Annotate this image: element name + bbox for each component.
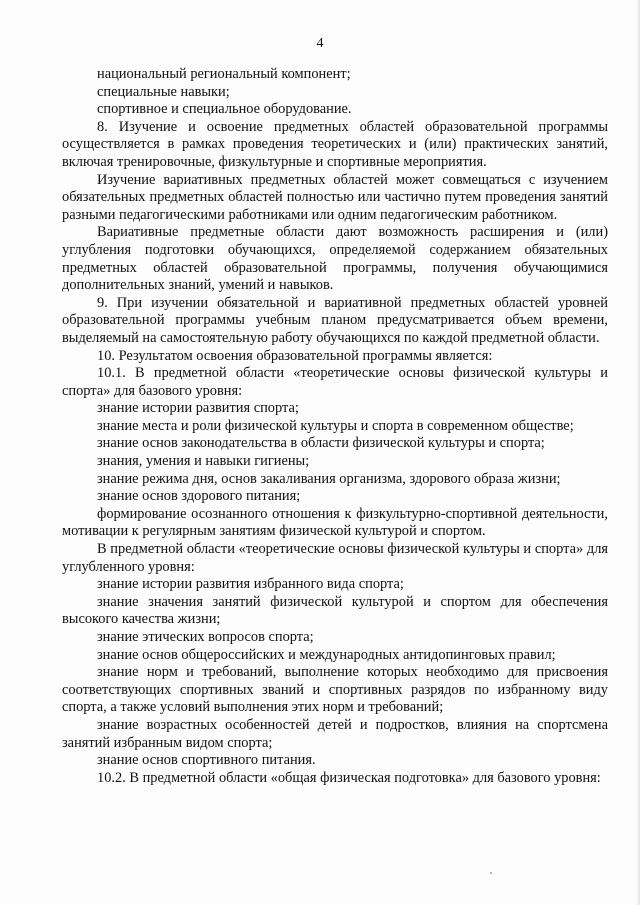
paragraph: 10.1. В предметной области «теоретические основы физической культуры и спорта» для базового уровня: <box>62 365 608 399</box>
paragraph: национальный региональный компонент; <box>97 66 351 82</box>
paragraph: 9. При изучении обязательной и вариативной предметных областей уровней образовательной программы учебным планом предусматривается объем времени, выделяемый на самостоятельную работу обучающихся по каждой предметной области. <box>62 294 608 346</box>
paragraph: 10.2. В предметной области «общая физическая подготовка» для базового уровня: <box>97 769 601 786</box>
list-item: знание основ законодательства в области физической культуры и спорта; <box>97 435 545 452</box>
paragraph: 10. Результатом освоения образовательной программы является: <box>97 347 493 364</box>
document-body <box>62 66 608 787</box>
list-item: знание основ общероссийских и международных антидопинговых правил; <box>97 646 556 663</box>
list-item: знание значения занятий физической культурой и спортом для обеспечения высокого качества жизни; <box>62 593 608 628</box>
list-item: знание режима дня, основ закаливания организма, здорового образа жизни; <box>97 470 561 487</box>
list-item: формирование осознанного отношения к физкультурно-спортивной деятельности, мотивации к регулярным занятиям физической культурой и спортом. <box>62 505 608 540</box>
list-item: знание основ спортивного питания. <box>97 752 316 769</box>
paragraph: Вариативные предметные области дают возможность расширения и (или) углубления подготовки обучающихся, определяемой содержанием обязательных предметных областей образовательной программы, получения обучающимися дополнительных знаний, умений и навыков. <box>62 224 608 294</box>
list-item: знание возрастных особенностей детей и подростков, влияния на спортсмена занятий избранным видом спорта; <box>62 716 608 751</box>
page-number: 4 <box>316 36 324 51</box>
list-item: знание истории развития спорта; <box>97 400 299 417</box>
list-item: знание основ здорового питания; <box>97 488 301 505</box>
scan-speck <box>490 872 492 874</box>
paragraph: Изучение вариативных предметных областей может совмещаться с изучением обязательных предметных областей полностью или частично путем проведения занятий разными педагогическими работниками или одним педагогическим работником. <box>62 171 608 223</box>
paragraph: специальные навыки; <box>97 83 230 100</box>
paragraph: спортивное и специальное оборудование. <box>97 101 352 118</box>
list-item: знание истории развития избранного вида спорта; <box>97 576 404 593</box>
list-item: знание норм и требований, выполнение которых необходимо для присвоения соответствующих спортивных званий и спортивных разрядов по избранному виду спорта, а также условий выполнения этих норм и требований; <box>62 664 608 716</box>
paragraph: В предметной области «теоретические основы физической культуры и спорта» для углубленного уровня: <box>62 541 608 575</box>
paragraph: 8. Изучение и освоение предметных областей образовательной программы осуществляется в рамках проведения теоретических и (или) практических занятий, включая тренировочные, физкультурные и спортивные мероприятия. <box>62 118 608 170</box>
list-item: знание места и роли физической культуры и спорта в современном обществе; <box>97 417 574 434</box>
list-item: знание этических вопросов спорта; <box>97 629 314 645</box>
list-item: знания, умения и навыки гигиены; <box>97 453 310 470</box>
